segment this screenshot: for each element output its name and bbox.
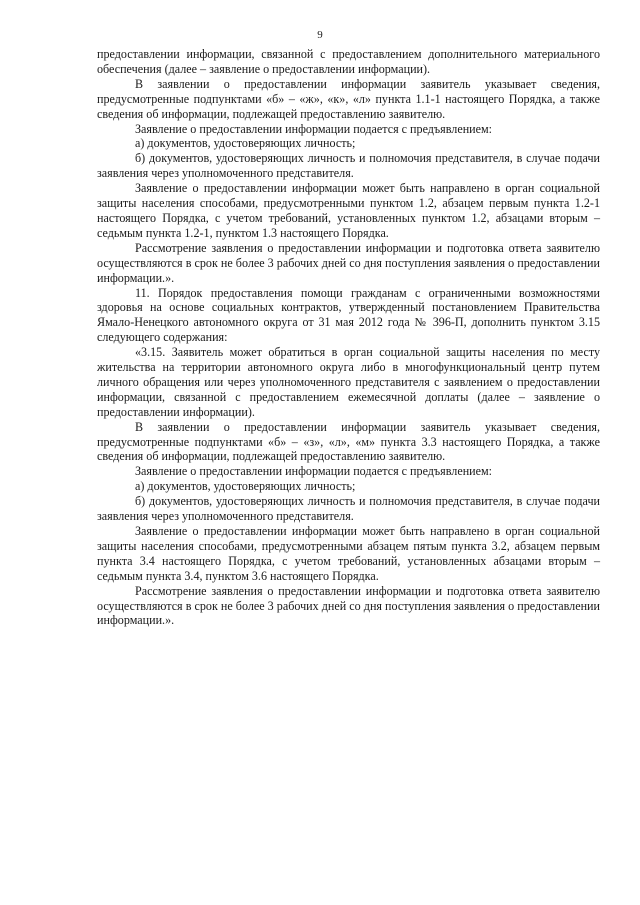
page-number: 9	[317, 29, 323, 41]
paragraph-review-term-2: Рассмотрение заявления о предоставлении информации и подготовка ответа заявителю осуществляются в срок не более 3 рабочих дней со дня поступления заявления о предоставлении информации.».	[97, 583, 600, 628]
paragraph-application-content-2: В заявлении о предоставлении информации заявитель указывает сведения, предусмотренные подпунктами «б» – «з», «л», «м» пункта 3.3 настоящего Порядка, а также сведения об информации, подлежащей предоставлению заявителю.	[97, 419, 600, 464]
paragraph-review-term: Рассмотрение заявления о предоставлении информации и подготовка ответа заявителю осуществляются в срок не более 3 рабочих дней со дня поступления заявления о предоставлении информации.».	[97, 240, 600, 285]
paragraph-submission-methods-2: Заявление о предоставлении информации может быть направлено в орган социальной защиты населения способами, предусмотренными абзацем пятым пункта 3.2, абзацем первым пункта 3.4 настоящего Порядка, с учетом требований, установленных абзацами вторым – седьмым пункта 3.4, пунктом 3.6 настоящего Порядка.	[97, 524, 600, 583]
paragraph-application-content: В заявлении о предоставлении информации заявитель указывает сведения, предусмотренные подпунктами «б» – «ж», «к», «л» пункта 1.1-1 настоящего Порядка, а также сведения об информации, подлежащей предоставлению заявителю.	[97, 76, 600, 121]
paragraph-continuation: предоставлении информации, связанной с предоставлением дополнительного материального обеспечения (далее – заявление о предоставлении информации).	[97, 47, 600, 76]
list-item-identity-documents-2: а) документов, удостоверяющих личность;	[135, 479, 356, 494]
list-item-identity-documents: а) документов, удостоверяющих личность;	[135, 136, 356, 151]
list-item-representative-documents: б) документов, удостоверяющих личность и полномочия представителя, в случае подачи заявления через уполномоченного представителя.	[97, 151, 600, 181]
paragraph-submission-requirements-2: Заявление о предоставлении информации подается с предъявлением:	[135, 464, 493, 479]
list-item-representative-documents-2: б) документов, удостоверяющих личность и полномочия представителя, в случае подачи заявления через уполномоченного представителя.	[97, 494, 600, 524]
document-body	[97, 47, 600, 628]
paragraph-submission-requirements: Заявление о предоставлении информации подается с предъявлением:	[135, 121, 493, 136]
paragraph-clause-3-15: «3.15. Заявитель может обратиться в орган социальной защиты населения по месту жительства на территории автономного округа либо в многофункциональный центр путем личного обращения или через уполномоченного представителя с заявлением о предоставлении информации, связанной с предоставлением ежемесячной доплаты (далее – заявление о предоставлении информации).	[97, 345, 600, 419]
paragraph-item-11: 11. Порядок предоставления помощи гражданам с ограниченными возможностями здоровья на основе социальных контрактов, утвержденный постановлением Правительства Ямало-Ненецкого автономного округа от 31 мая 2012 года № 396-П, дополнить пунктом 3.15 следующего содержания:	[97, 285, 600, 345]
paragraph-submission-methods: Заявление о предоставлении информации может быть направлено в орган социальной защиты населения способами, предусмотренными пунктом 1.2, абзацем первым пункта 1.2-1 настоящего Порядка, с учетом требований, установленных пунктом 1.2, абзацами вторым – седьмым пункта 1.2-1, пунктом 1.3 настоящего Порядка.	[97, 181, 600, 240]
